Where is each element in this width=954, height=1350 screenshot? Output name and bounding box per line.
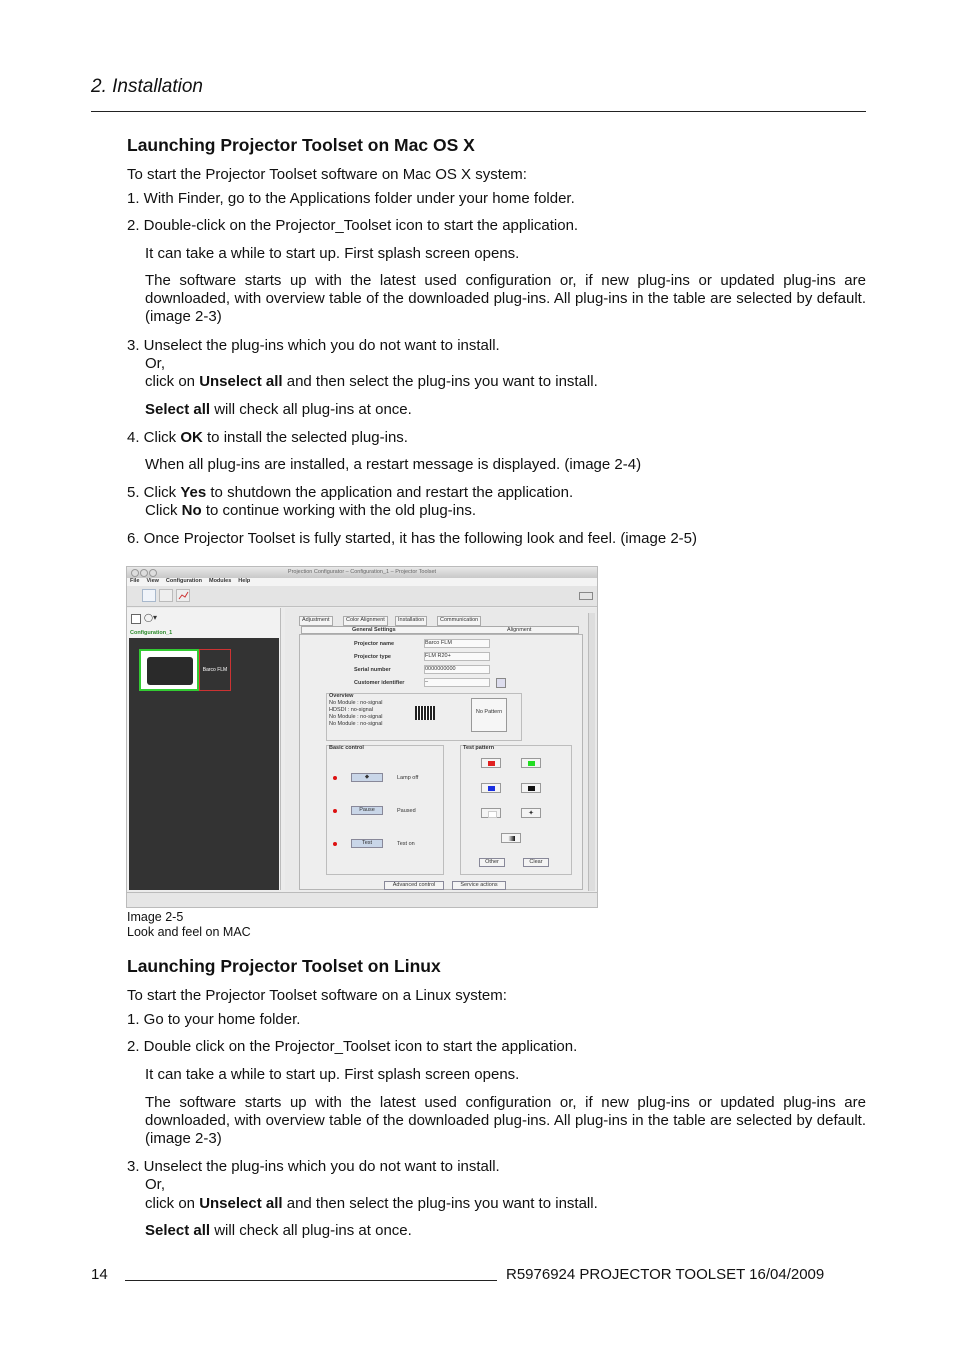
tab-adjustment: Adjustment <box>299 616 333 626</box>
linux-step-3: 3. Unselect the plug-ins which you do not want to install. <box>127 1158 500 1175</box>
chart-tool-icon <box>176 589 190 602</box>
no-term: No <box>181 502 202 519</box>
select-all-term: Select all <box>145 1222 211 1239</box>
test-status-dot <box>333 842 337 846</box>
projector-type-field: FLM R20+ <box>424 652 490 661</box>
tree-add-icon <box>131 614 141 624</box>
tab-installation: Installation <box>395 616 427 626</box>
field-label-serial-number: Serial number <box>354 667 391 673</box>
overview-group <box>326 693 522 741</box>
customer-identifier-field: – <box>424 678 490 687</box>
overview-line-2: HDSDI : no-signal <box>329 707 374 713</box>
overview-line-3: No Module : no-signal <box>329 714 383 720</box>
section-heading-linux: Launching Projector Toolset on Linux <box>127 956 441 976</box>
vertical-scrollbar <box>588 613 595 891</box>
field-label-projector-type: Projector type <box>354 654 391 660</box>
mac-intro: To start the Projector Toolset software on Mac OS X system: <box>127 166 527 183</box>
window-title: Projection Configurator – Configuration_1 – Projector Toolset <box>287 569 437 575</box>
yes-term: Yes <box>180 484 207 501</box>
linux-intro: To start the Projector Toolset software on a Linux system: <box>127 987 507 1004</box>
test-pattern-group <box>460 745 572 875</box>
wrench-tool-icon <box>159 589 173 602</box>
unselect-all-term: Unselect all <box>199 373 283 390</box>
white-pattern-swatch <box>481 808 501 818</box>
lamp-status-label: Lamp off <box>397 775 419 781</box>
tab-color-alignment: Color Alignment <box>343 616 388 626</box>
subtab-alignment: Alignment <box>507 627 532 633</box>
no-pattern-box: No Pattern <box>471 698 507 732</box>
footer-doc-info: R5976924 PROJECTOR TOOLSET 16/04/2009 <box>506 1266 825 1283</box>
test-pattern-title: Test pattern <box>463 745 495 751</box>
mac-step-3-alt: click on Unselect all and then select the plug-ins you want to install. <box>145 373 598 390</box>
linux-step-1: 1. Go to your home folder. <box>127 1011 301 1028</box>
barcode-icon <box>415 706 435 720</box>
overview-line-1: No Module : no-signal <box>329 700 383 706</box>
pause-status-label: Paused <box>397 808 416 814</box>
crosshatch-pattern-icon: ✦ <box>521 808 541 818</box>
linux-step-3-note: Select all will check all plug-ins at once. <box>145 1222 412 1239</box>
blue-pattern-swatch <box>481 783 501 793</box>
select-tool-icon <box>142 589 156 602</box>
mac-step-1: 1. With Finder, go to the Applications folder under your home folder. <box>127 190 575 207</box>
chapter-title: 2. Installation <box>91 76 203 97</box>
unselect-all-term: Unselect all <box>199 1195 283 1212</box>
serial-number-field: 0000000000 <box>424 665 490 674</box>
mac-step-4: 4. Click OK to install the selected plug-ins. <box>127 429 408 446</box>
menu-bar <box>127 578 597 586</box>
mac-step-2-note-2: The software starts up with the latest used configuration or, if new plug-ins or updated plug-ins are downloaded, with overview table of the downloaded plug-ins. All plug-ins in the table are selected by default. (image 2-3) <box>145 272 866 325</box>
gradient-pattern-swatch <box>501 833 521 843</box>
basic-control-title: Basic control <box>329 745 364 751</box>
mac-step-3-note: Select all will check all plug-ins at once. <box>145 401 412 418</box>
select-all-term: Select all <box>145 401 211 418</box>
test-status-label: Test on <box>397 841 415 847</box>
test-button: Test <box>351 839 383 848</box>
projector-name-field: Barco FLM <box>424 639 490 648</box>
menu-configuration: Configuration <box>165 578 202 584</box>
layout-toggle-icon <box>579 592 593 600</box>
advanced-control-button: Advanced control <box>384 881 444 890</box>
mac-step-2: 2. Double-click on the Projector_Toolset icon to start the application. <box>127 217 579 234</box>
linux-step-3-or: Or, <box>145 1176 166 1193</box>
toolbar <box>127 586 597 607</box>
green-pattern-swatch <box>521 758 541 768</box>
subtab-bar <box>301 626 579 634</box>
mac-step-5: 5. Click Yes to shutdown the application and restart the application. <box>127 484 574 501</box>
field-label-projector-name: Projector name <box>354 641 395 647</box>
tree-options-icon: ◯▾ <box>144 613 157 622</box>
linux-step-2: 2. Double click on the Projector_Toolset icon to start the application. <box>127 1038 578 1055</box>
pause-status-dot <box>333 809 337 813</box>
settings-pane <box>285 608 597 890</box>
lamp-status-dot <box>333 776 337 780</box>
linux-step-2-note-2: The software starts up with the latest used configuration or, if new plug-ins or updated plug-ins are downloaded, with overview table of the downloaded plug-ins. All plug-ins in the table are selected by default. (image 2-3) <box>145 1094 866 1147</box>
overview-line-4: No Module : no-signal <box>329 721 383 727</box>
header-rule <box>91 111 866 112</box>
overview-title: Overview <box>329 693 354 699</box>
mac-step-3-or: Or, <box>145 355 166 372</box>
service-actions-button: Service actions <box>452 881 506 890</box>
pause-button: Pause <box>351 806 383 815</box>
basic-control-group <box>326 745 444 875</box>
projector-thumbnail <box>139 649 199 691</box>
footer-rule <box>125 1280 497 1281</box>
general-settings-panel <box>299 634 583 890</box>
menu-help: Help <box>238 578 251 584</box>
tab-communication: Communication <box>437 616 481 626</box>
section-heading-mac: Launching Projector Toolset on Mac OS X <box>127 135 475 155</box>
mac-step-2-note-1: It can take a while to start up. First splash screen opens. <box>145 245 520 262</box>
mac-screenshot-image <box>126 566 598 908</box>
mac-step-3: 3. Unselect the plug-ins which you do not want to install. <box>127 337 500 354</box>
menu-file: File <box>130 578 140 584</box>
subtab-general-settings: General Settings <box>352 627 396 633</box>
configuration-tree-pane <box>127 608 281 890</box>
menu-view: View <box>146 578 159 584</box>
projector-icon <box>147 657 193 685</box>
edit-identifier-icon <box>496 678 506 688</box>
field-label-customer-identifier: Customer identifier <box>354 680 405 686</box>
other-pattern-button: Other <box>479 858 505 867</box>
device-label: Barco FLM <box>199 649 231 691</box>
linux-step-3-alt: click on Unselect all and then select the plug-ins you want to install. <box>145 1195 598 1212</box>
linux-step-2-note-1: It can take a while to start up. First splash screen opens. <box>145 1066 520 1083</box>
mac-step-4-note: When all plug-ins are installed, a restart message is displayed. (image 2-4) <box>145 456 642 473</box>
figure-caption-id: Image 2-5 <box>127 910 184 924</box>
red-pattern-swatch <box>481 758 501 768</box>
status-bar <box>127 892 597 907</box>
figure-caption-text: Look and feel on MAC <box>127 925 251 939</box>
tree-config-label: Configuration_1 <box>130 630 173 636</box>
mac-step-5-alt: Click No to continue working with the old plug-ins. <box>145 502 476 519</box>
mac-step-6: 6. Once Projector Toolset is fully started, it has the following look and feel. (image 2-5) <box>127 530 698 547</box>
clear-pattern-button: Clear <box>523 858 549 867</box>
page-number: 14 <box>91 1266 108 1283</box>
black-pattern-swatch <box>521 783 541 793</box>
ok-term: OK <box>180 429 203 446</box>
lamp-toggle-button: ◆ <box>351 773 383 782</box>
menu-modules: Modules <box>208 578 232 584</box>
